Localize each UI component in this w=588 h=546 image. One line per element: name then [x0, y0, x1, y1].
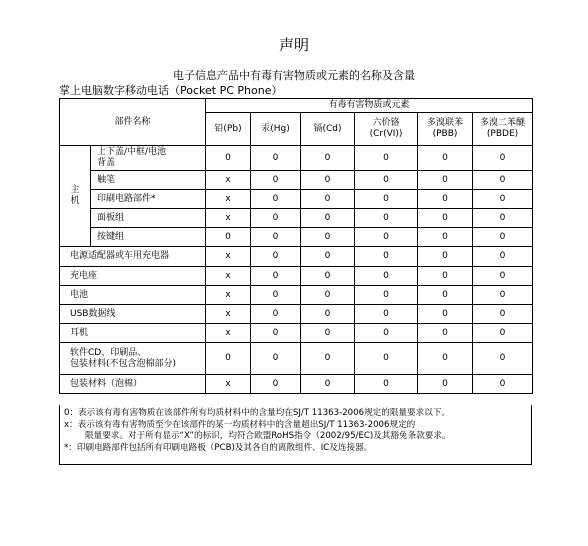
substance-value: 0: [418, 228, 473, 247]
substance-group-header: 有毒有害物质或元素: [206, 99, 533, 113]
substance-value: 0: [418, 324, 473, 343]
substance-value: 0: [251, 190, 301, 209]
table-row: [60, 343, 533, 375]
substance-value: 0: [301, 190, 355, 209]
part-name: 印刷电路部件*: [91, 190, 206, 209]
substance-value: 0: [473, 343, 533, 375]
note-zero: 0：表示该有毒有害物质在该部件所有均质材料中的含量均在SJ/T 11363-2006规定的限量要求以下。: [64, 408, 451, 418]
substance-value: 0: [473, 375, 533, 394]
substance-value: 0: [473, 267, 533, 286]
substance-value: x: [206, 324, 251, 343]
part-name: 电源适配器或车用充电器: [60, 247, 206, 267]
substance-value: 0: [301, 305, 355, 324]
part-name: 面板组: [91, 209, 206, 228]
substance-value: 0: [355, 324, 418, 343]
note-x: x：表示该有毒有害物质至少在该部件的某一均质材料中的含量超出SJ/T 11363-2006规定的: [64, 419, 416, 430]
part-name: 上下盖/中框/电池 背盖: [91, 146, 206, 171]
substance-value: 0: [473, 171, 533, 190]
substance-value: 0: [206, 146, 251, 171]
part-name: 触笔: [91, 171, 206, 190]
substance-value: 0: [355, 247, 418, 267]
substance-value: 0: [418, 286, 473, 305]
substance-value: x: [206, 171, 251, 190]
page-title: 声明: [278, 36, 309, 54]
column-header: 多溴联苯 (PBB): [418, 113, 473, 146]
substance-value: x: [206, 267, 251, 286]
part-name: 按键组: [91, 228, 206, 247]
substance-value: 0: [473, 146, 533, 171]
part-name: 包装材料（泡棉）: [60, 375, 206, 394]
substance-value: 0: [473, 190, 533, 209]
table-row: [60, 305, 533, 324]
substance-value: 0: [251, 209, 301, 228]
substance-value: 0: [418, 267, 473, 286]
substance-value: x: [206, 247, 251, 267]
part-name: 软件CD、印刷品、 包装材料(不包含泡棉部分): [60, 343, 206, 375]
column-header: 镉(Cd): [301, 113, 355, 146]
substance-value: 0: [251, 286, 301, 305]
substance-value: 0: [418, 305, 473, 324]
table-row: [60, 286, 533, 305]
substance-value: 0: [251, 267, 301, 286]
hazardous-substance-table: [59, 98, 533, 394]
substance-value: x: [206, 305, 251, 324]
table-row: [60, 247, 533, 267]
substance-value: 0: [301, 267, 355, 286]
note-asterisk: *：印刷电路部件包括所有印刷电路板（PCB)及其各自的离散组件、IC及连接器。: [64, 442, 373, 453]
table-row: [60, 190, 533, 209]
note-x-continued: 限量要求。对于所有显示“X”的标识，均符合欧盟RoHS指令（2002/95/EC)及其豁免条款要求。: [85, 431, 451, 441]
substance-value: 0: [301, 171, 355, 190]
substance-value: 0: [418, 171, 473, 190]
substance-value: 0: [251, 375, 301, 394]
substance-value: x: [206, 375, 251, 394]
substance-value: 0: [206, 343, 251, 375]
table-row: [60, 146, 533, 171]
substance-value: 0: [473, 247, 533, 267]
substance-value: 0: [355, 305, 418, 324]
substance-value: x: [206, 190, 251, 209]
substance-value: 0: [251, 343, 301, 375]
substance-value: 0: [251, 146, 301, 171]
substance-value: 0: [355, 190, 418, 209]
substance-value: 0: [418, 375, 473, 394]
substance-value: x: [206, 286, 251, 305]
substance-value: 0: [301, 228, 355, 247]
substance-value: 0: [355, 343, 418, 375]
substance-value: 0: [301, 146, 355, 171]
notes-box: [59, 405, 532, 465]
substance-value: 0: [301, 209, 355, 228]
substance-value: 0: [355, 209, 418, 228]
substance-value: 0: [473, 324, 533, 343]
substance-value: 0: [301, 343, 355, 375]
substance-value: 0: [301, 375, 355, 394]
part-name: 充电座: [60, 267, 206, 286]
substance-value: 0: [355, 267, 418, 286]
substance-value: 0: [473, 286, 533, 305]
substance-value: 0: [355, 228, 418, 247]
substance-value: 0: [251, 247, 301, 267]
substance-value: x: [206, 209, 251, 228]
table-row: [60, 209, 533, 228]
part-name: USB数据线: [60, 305, 206, 324]
column-header: 多溴二苯醚 (PBDE): [473, 113, 533, 146]
substance-value: 0: [355, 375, 418, 394]
substance-value: 0: [418, 343, 473, 375]
part-name: 电池: [60, 286, 206, 305]
host-group-label: 主 机: [60, 146, 91, 247]
column-header: 汞(Hg): [251, 113, 301, 146]
table-row: [60, 171, 533, 190]
substance-value: 0: [355, 286, 418, 305]
substance-value: 0: [251, 171, 301, 190]
substance-value: 0: [251, 305, 301, 324]
substance-value: 0: [301, 286, 355, 305]
substance-value: 0: [418, 247, 473, 267]
table-row: [60, 267, 533, 286]
substance-value: 0: [473, 305, 533, 324]
substance-value: 0: [418, 146, 473, 171]
substance-value: 0: [418, 209, 473, 228]
substance-value: 0: [301, 324, 355, 343]
substance-value: 0: [473, 209, 533, 228]
substance-value: 0: [418, 190, 473, 209]
substance-value: 0: [251, 228, 301, 247]
substance-value: 0: [301, 247, 355, 267]
table-row: [60, 324, 533, 343]
substance-value: 0: [251, 324, 301, 343]
table-row: [60, 375, 533, 394]
table-caption: 电子信息产品中有毒有害物质或元素的名称及含量: [173, 69, 415, 82]
product-model: 掌上电脑数字移动电话（Pocket PC Phone）: [59, 84, 283, 97]
substance-value: 0: [206, 228, 251, 247]
column-header: 六价铬 (Cr(VI)): [355, 113, 418, 146]
column-header: 铅(Pb): [206, 113, 251, 146]
substance-value: 0: [355, 171, 418, 190]
parts-header: 部件名称: [60, 99, 206, 146]
part-name: 耳机: [60, 324, 206, 343]
substance-value: 0: [355, 146, 418, 171]
table-row: [60, 228, 533, 247]
substance-value: 0: [473, 228, 533, 247]
